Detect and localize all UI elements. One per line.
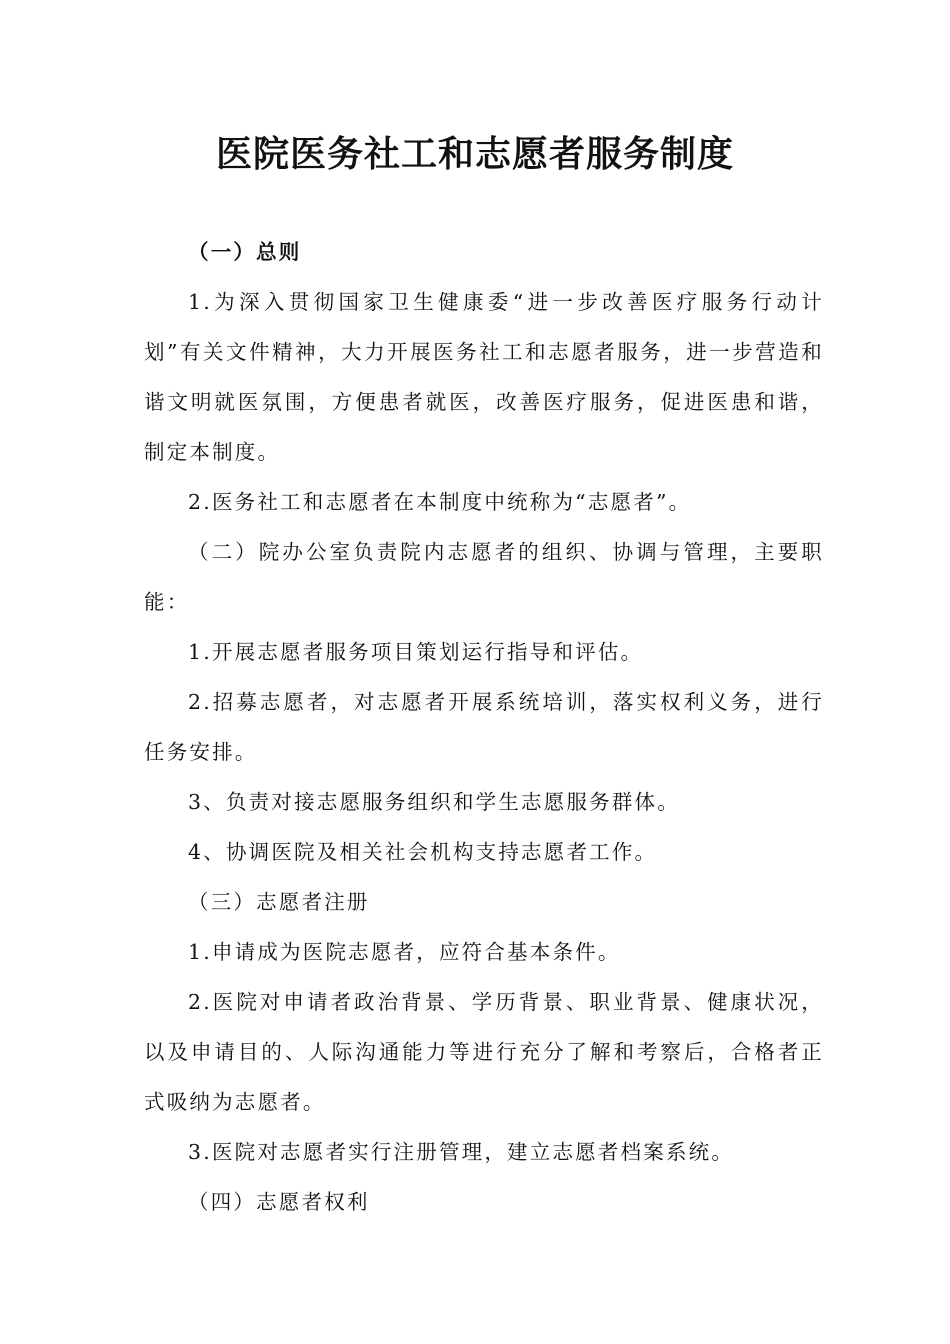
section-heading-general: （一）总则 xyxy=(188,240,302,264)
section-heading-registration: （三）志愿者注册 xyxy=(188,890,370,914)
paragraph: 4、协调医院及相关社会机构支持志愿者工作。 xyxy=(188,840,658,864)
paragraph: 1.申请成为医院志愿者，应符合基本条件。 xyxy=(188,940,621,964)
paragraph: 1.开展志愿者服务项目策划运行指导和评估。 xyxy=(188,640,644,664)
paragraph: 2.医院对申请者政治背景、学历背景、职业背景、健康状况，以及申请目的、人际沟通能力等进行充分了解和考察后，合格者正式吸纳为志愿者。 xyxy=(144,990,824,1114)
section-heading-rights: （四）志愿者权利 xyxy=(188,1190,370,1214)
paragraph: 3.医院对志愿者实行注册管理，建立志愿者档案系统。 xyxy=(188,1140,735,1164)
paragraph: 2.医务社工和志愿者在本制度中统称为“志愿者”。 xyxy=(188,490,692,514)
document-title: 医院医务社工和志愿者服务制度 xyxy=(215,133,734,175)
paragraph: 3、负责对接志愿服务组织和学生志愿服务群体。 xyxy=(188,790,680,814)
section-heading-office-duties: （二）院办公室负责院内志愿者的组织、协调与管理，主要职能： xyxy=(144,540,824,614)
paragraph: 2.招募志愿者，对志愿者开展系统培训，落实权利义务，进行任务安排。 xyxy=(144,690,824,764)
document-body xyxy=(144,227,824,1227)
paragraph: 1.为深入贯彻国家卫生健康委“进一步改善医疗服务行动计划”有关文件精神，大力开展医务社工和志愿者服务，进一步营造和谐文明就医氛围，方便患者就医，改善医疗服务，促进医患和谐，制定本制度。 xyxy=(144,290,824,464)
